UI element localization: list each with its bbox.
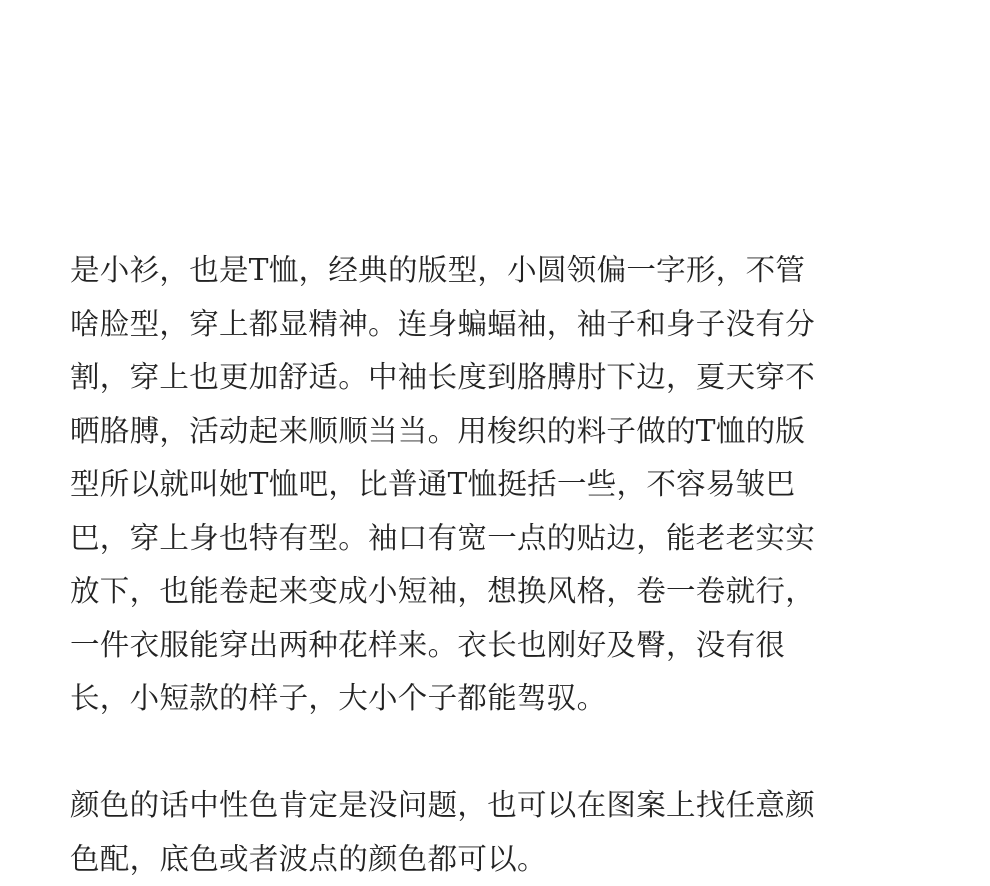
text-line: 是小衫，也是T恤，经典的版型，小圆领偏一字形，不管 (70, 244, 930, 298)
text-line: 色配，底色或者波点的颜色都可以。 (70, 833, 930, 886)
text-line: 晒胳膊，活动起来顺顺当当。用梭织的料子做的T恤的版 (70, 405, 930, 459)
text-line: 放下，也能卷起来变成小短袖，想换风格，卷一卷就行， (70, 565, 930, 619)
text-line: 巴，穿上身也特有型。袖口有宽一点的贴边，能老老实实 (70, 512, 930, 566)
paragraph-description (70, 244, 930, 726)
paragraph-spacer (70, 726, 930, 780)
text-line: 颜色的话中性色肯定是没问题，也可以在图案上找任意颜 (70, 779, 930, 833)
article-body (70, 244, 930, 886)
text-line: 啥脸型，穿上都显精神。连身蝙蝠袖，袖子和身子没有分 (70, 298, 930, 352)
text-line: 割，穿上也更加舒适。中袖长度到胳膊肘下边，夏天穿不 (70, 351, 930, 405)
text-line: 一件衣服能穿出两种花样来。衣长也刚好及臀，没有很 (70, 619, 930, 673)
text-line: 型所以就叫她T恤吧，比普通T恤挺括一些，不容易皱巴 (70, 458, 930, 512)
text-line: 长，小短款的样子，大小个子都能驾驭。 (70, 672, 930, 726)
paragraph-color (70, 779, 930, 886)
